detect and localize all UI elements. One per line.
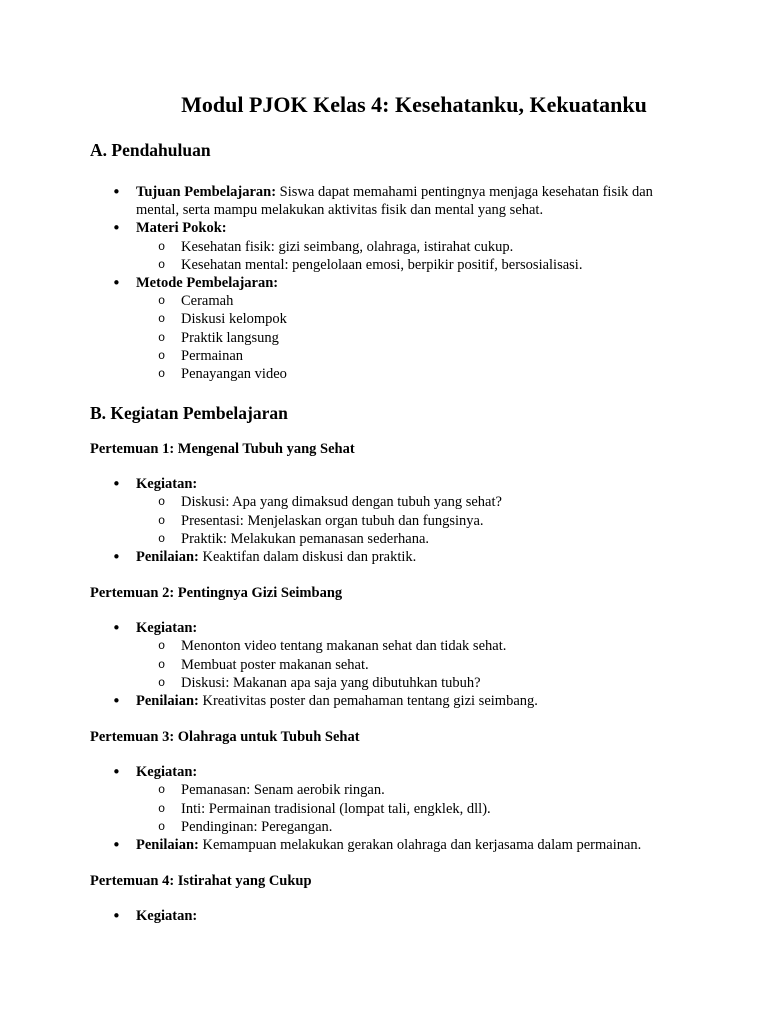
meeting-4-list xyxy=(90,907,680,925)
meeting-4-title: Pertemuan 4: Istirahat yang Cukup xyxy=(90,873,312,890)
penilaian-text: Kemampuan melakukan gerakan olahraga dan kerjasama dalam permainan. xyxy=(198,837,642,854)
list-item-penilaian xyxy=(90,836,680,854)
list-item-kegiatan xyxy=(90,763,680,836)
metode-label: Metode Pembelajaran: xyxy=(136,275,279,292)
list-item: o Praktik: Melakukan pemanasan sederhana. xyxy=(136,530,680,548)
tujuan-text: Siswa dapat memahami pentingnya menjaga kesehatan fisik dan mental, serta mampu melakukan aktivitas fisik dan mental yang sehat. xyxy=(136,184,653,219)
meeting-3-title: Pertemuan 3: Olahraga untuk Tubuh Sehat xyxy=(90,729,360,746)
list-item-materi xyxy=(90,219,680,274)
list-item: o Inti: Permainan tradisional (lompat tali, engklek, dll). xyxy=(136,800,680,818)
penilaian-label: Penilaian: xyxy=(136,549,199,566)
kegiatan-sublist xyxy=(136,781,680,836)
metode-sublist xyxy=(136,292,680,383)
kegiatan-label: Kegiatan: xyxy=(136,908,198,925)
list-item: o Kesehatan fisik: gizi seimbang, olahraga, istirahat cukup. xyxy=(136,238,680,256)
penilaian-label: Penilaian: xyxy=(136,693,199,710)
kegiatan-sublist xyxy=(136,493,680,548)
list-item-metode xyxy=(90,274,680,383)
tujuan-label: Tujuan Pembelajaran: xyxy=(136,184,277,200)
list-item-penilaian xyxy=(90,548,680,566)
list-item: o Pendinginan: Peregangan. xyxy=(136,818,680,836)
list-item-kegiatan xyxy=(90,619,680,692)
list-item: o Diskusi: Apa yang dimaksud dengan tubuh yang sehat? xyxy=(136,493,680,511)
list-item-kegiatan xyxy=(90,907,680,925)
meeting-3-list xyxy=(90,763,680,854)
list-item: o Diskusi: Makanan apa saja yang dibutuhkan tubuh? xyxy=(136,674,680,692)
kegiatan-sublist xyxy=(136,637,680,692)
list-item-penilaian xyxy=(90,692,680,710)
list-item: o Praktik langsung xyxy=(136,329,680,347)
list-item: o Presentasi: Menjelaskan organ tubuh dan fungsinya. xyxy=(136,512,680,530)
list-item: o Membuat poster makanan sehat. xyxy=(136,656,680,674)
section-a-heading: A. Pendahuluan xyxy=(90,140,211,160)
list-item: o Ceramah xyxy=(136,292,680,310)
list-item-tujuan xyxy=(90,183,680,219)
meeting-1-title: Pertemuan 1: Mengenal Tubuh yang Sehat xyxy=(90,441,355,458)
kegiatan-label: Kegiatan: xyxy=(136,764,198,781)
materi-label: Materi Pokok: xyxy=(136,220,227,237)
kegiatan-label: Kegiatan: xyxy=(136,476,198,493)
kegiatan-label: Kegiatan: xyxy=(136,620,198,637)
document-title: Modul PJOK Kelas 4: Kesehatanku, Kekuatanku xyxy=(181,92,647,117)
meeting-1-list xyxy=(90,475,680,566)
list-item: o Permainan xyxy=(136,347,680,365)
list-item: o Penayangan video xyxy=(136,365,680,383)
meeting-2-list xyxy=(90,619,680,710)
list-item: o Pemanasan: Senam aerobik ringan. xyxy=(136,781,680,799)
section-a-list xyxy=(90,183,680,383)
penilaian-label: Penilaian: xyxy=(136,837,199,854)
list-item-kegiatan xyxy=(90,475,680,548)
materi-sublist xyxy=(136,238,680,274)
penilaian-text: Keaktifan dalam diskusi dan praktik. xyxy=(198,549,417,566)
penilaian-text: Kreativitas poster dan pemahaman tentang gizi seimbang. xyxy=(198,693,538,710)
list-item: o Menonton video tentang makanan sehat dan tidak sehat. xyxy=(136,637,680,655)
list-item: o Kesehatan mental: pengelolaan emosi, berpikir positif, bersosialisasi. xyxy=(136,256,680,274)
list-item: o Diskusi kelompok xyxy=(136,310,680,328)
meeting-2-title: Pertemuan 2: Pentingnya Gizi Seimbang xyxy=(90,585,343,602)
section-b-heading: B. Kegiatan Pembelajaran xyxy=(90,403,288,424)
